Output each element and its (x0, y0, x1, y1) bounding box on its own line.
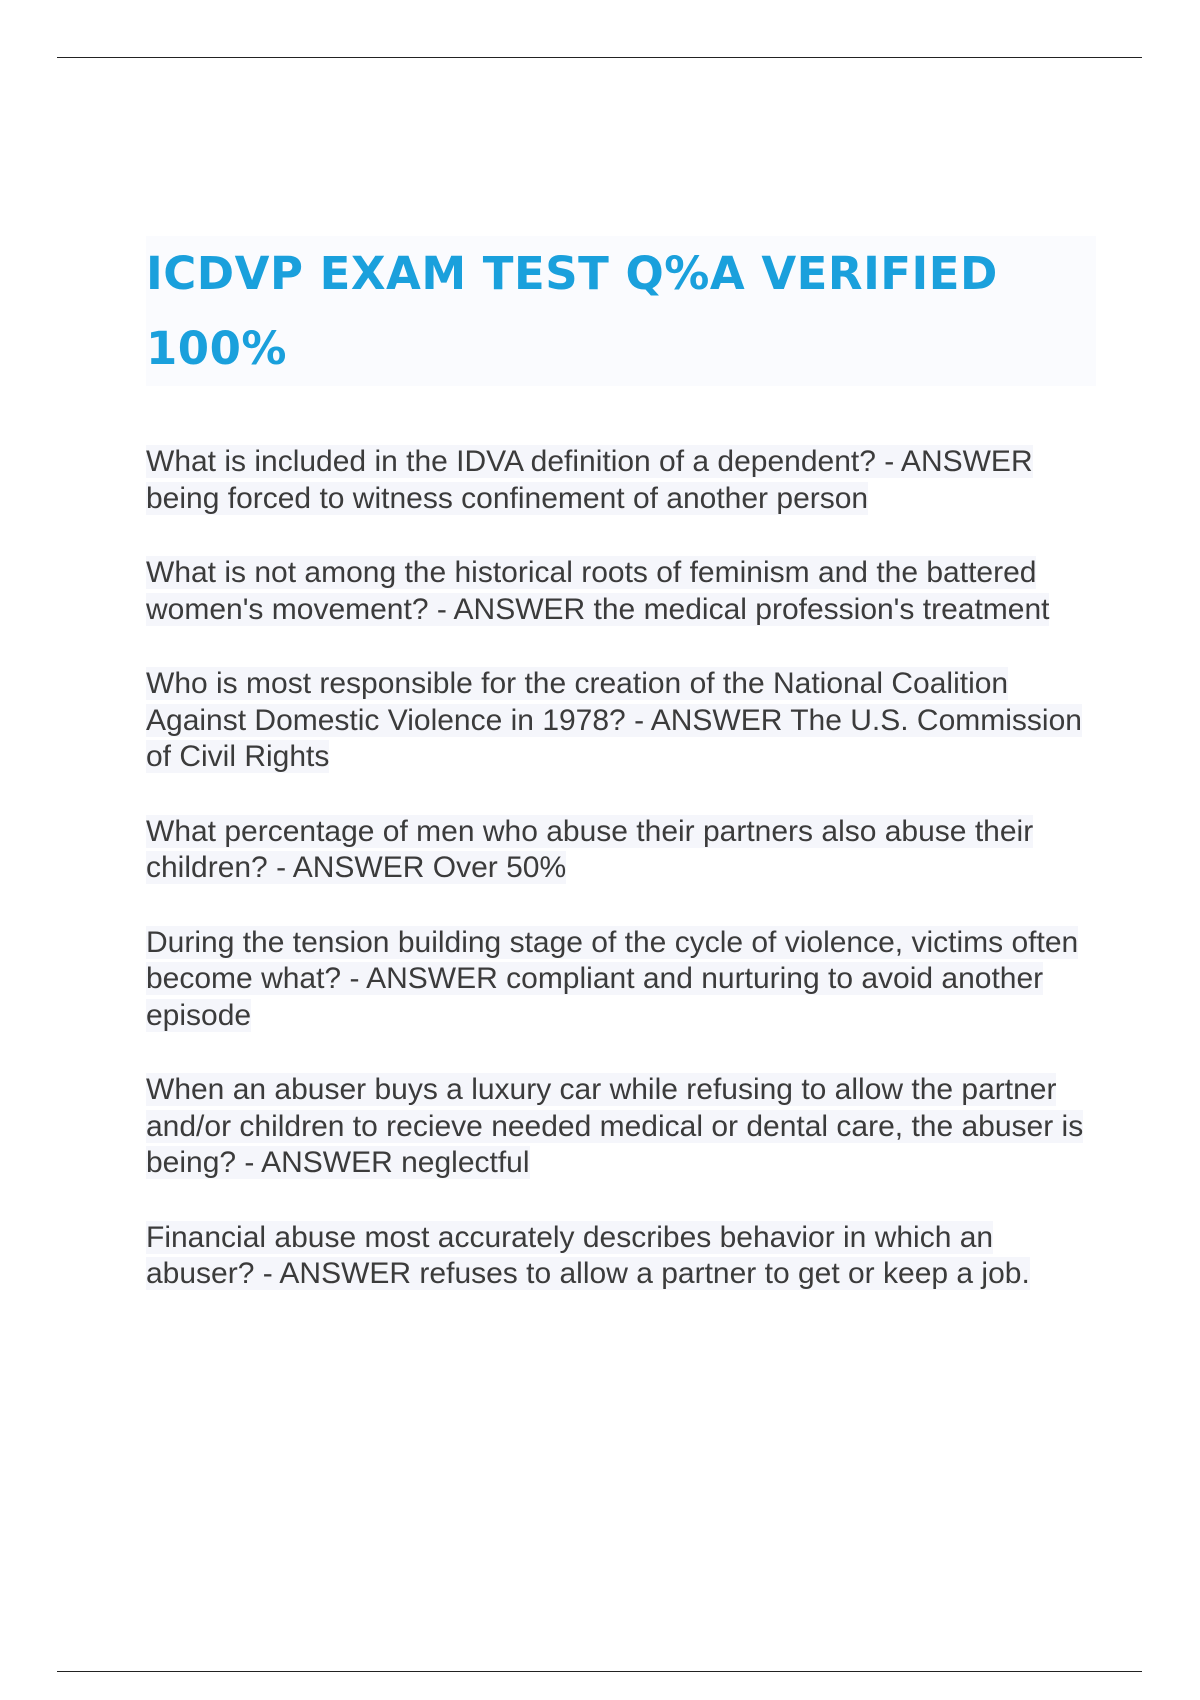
qa-list (146, 444, 1091, 1331)
qa-item-7 (146, 1220, 1091, 1293)
qa-text: During the tension building stage of the cycle of violence, victims often become what? - ANSWER compliant and nurturing to avoid another episode (146, 925, 1079, 1032)
qa-item-3 (146, 666, 1091, 776)
qa-item-1 (146, 444, 1091, 517)
footer-rule (57, 1671, 1142, 1672)
header-rule (57, 57, 1142, 58)
qa-text: What is included in the IDVA definition of a dependent? - ANSWER being forced to witness confinement of another person (146, 445, 1033, 515)
qa-text: What is not among the historical roots of feminism and the battered women's movement? - ANSWER the medical profession's treatment (146, 556, 1050, 626)
qa-item-2 (146, 555, 1091, 628)
qa-text: What percentage of men who abuse their partners also abuse their children? - ANSWER Over 50% (146, 814, 1034, 884)
qa-item-4 (146, 814, 1091, 887)
qa-text: Financial abuse most accurately describes behavior in which an abuser? - ANSWER refuses to allow a partner to get or keep a job. (146, 1220, 1030, 1290)
qa-text: When an abuser buys a luxury car while refusing to allow the partner and/or children to recieve needed medical or dental care, the abuser is being? - ANSWER neglectful (146, 1073, 1084, 1179)
document-title: ICDVP EXAM TEST Q%A VERIFIED 100% (146, 236, 1096, 386)
qa-item-6 (146, 1072, 1091, 1182)
qa-item-5 (146, 925, 1091, 1035)
qa-text: Who is most responsible for the creation of the National Coalition Against Domestic Violence in 1978? - ANSWER The U.S. Commission of Civil Rights (146, 667, 1082, 773)
